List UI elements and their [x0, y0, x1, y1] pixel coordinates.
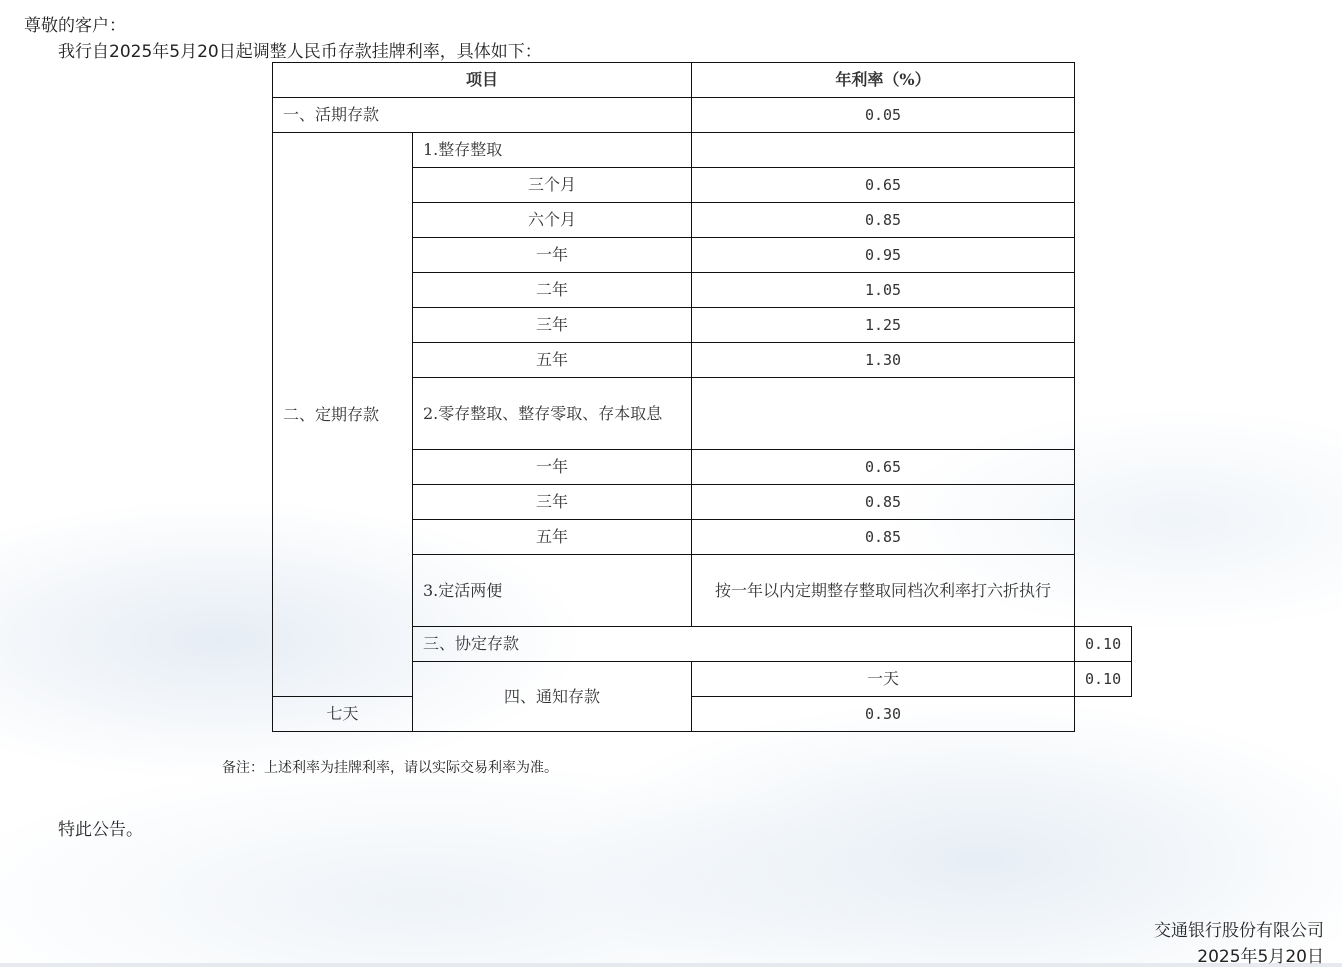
rate-cell: 1.25 — [692, 308, 1075, 343]
closing-text: 特此公告。 — [58, 820, 143, 840]
intro-paragraph: 我行自2025年5月20日起调整人民币存款挂牌利率，具体如下： — [58, 42, 542, 62]
notice-deposit-label: 四、通知存款 — [413, 662, 692, 732]
rate-cell: 0.10 — [1075, 662, 1132, 697]
installment-label: 2.零存整取、整存零取、存本取息 — [413, 378, 692, 450]
agreement-deposit-label: 三、协定存款 — [413, 627, 1075, 662]
rate-cell: 0.65 — [692, 168, 1075, 203]
rate-cell: 0.30 — [692, 697, 1075, 732]
rate-cell: 0.85 — [692, 203, 1075, 238]
company-name: 交通银行股份有限公司 — [1154, 921, 1324, 941]
demand-deposit-rate: 0.05 — [692, 98, 1075, 133]
term-cell: 三年 — [413, 308, 692, 343]
term-cell: 一年 — [413, 450, 692, 485]
term-cell: 五年 — [413, 343, 692, 378]
rate-cell: 1.05 — [692, 273, 1075, 308]
table-row — [273, 133, 1132, 168]
term-cell: 一天 — [692, 662, 1075, 697]
term-cell: 二年 — [413, 273, 692, 308]
rate-cell: 0.85 — [692, 485, 1075, 520]
flexible-deposit-rate: 按一年以内定期整存整取同档次利率打六折执行 — [692, 555, 1075, 627]
header-rate: 年利率（%） — [692, 63, 1075, 98]
term-cell: 六个月 — [413, 203, 692, 238]
agreement-deposit-rate: 0.10 — [1075, 627, 1132, 662]
rate-cell: 0.65 — [692, 450, 1075, 485]
header-item: 项目 — [273, 63, 692, 98]
term-cell: 一年 — [413, 238, 692, 273]
greeting: 尊敬的客户： — [24, 16, 126, 36]
term-cell: 三个月 — [413, 168, 692, 203]
installment-rate-empty — [692, 378, 1075, 450]
demand-deposit-label: 一、活期存款 — [273, 98, 692, 133]
table-row — [273, 98, 1132, 133]
interest-rate-table — [272, 62, 1132, 732]
rate-cell: 1.30 — [692, 343, 1075, 378]
bottom-divider — [0, 963, 1342, 967]
fixed-deposit-label: 二、定期存款 — [273, 133, 413, 697]
lump-sum-label: 1.整存整取 — [413, 133, 692, 168]
rate-cell: 0.85 — [692, 520, 1075, 555]
rate-cell: 0.95 — [692, 238, 1075, 273]
announcement-date: 2025年5月20日 — [1197, 947, 1324, 967]
flexible-deposit-label: 3.定活两便 — [413, 555, 692, 627]
term-cell: 七天 — [273, 697, 413, 732]
table-row — [273, 697, 1132, 732]
lump-sum-rate-empty — [692, 133, 1075, 168]
table-note: 备注：上述利率为挂牌利率，请以实际交易利率为准。 — [222, 760, 558, 776]
term-cell: 三年 — [413, 485, 692, 520]
signature-block — [1154, 918, 1324, 970]
term-cell: 五年 — [413, 520, 692, 555]
table-header-row — [273, 63, 1132, 98]
